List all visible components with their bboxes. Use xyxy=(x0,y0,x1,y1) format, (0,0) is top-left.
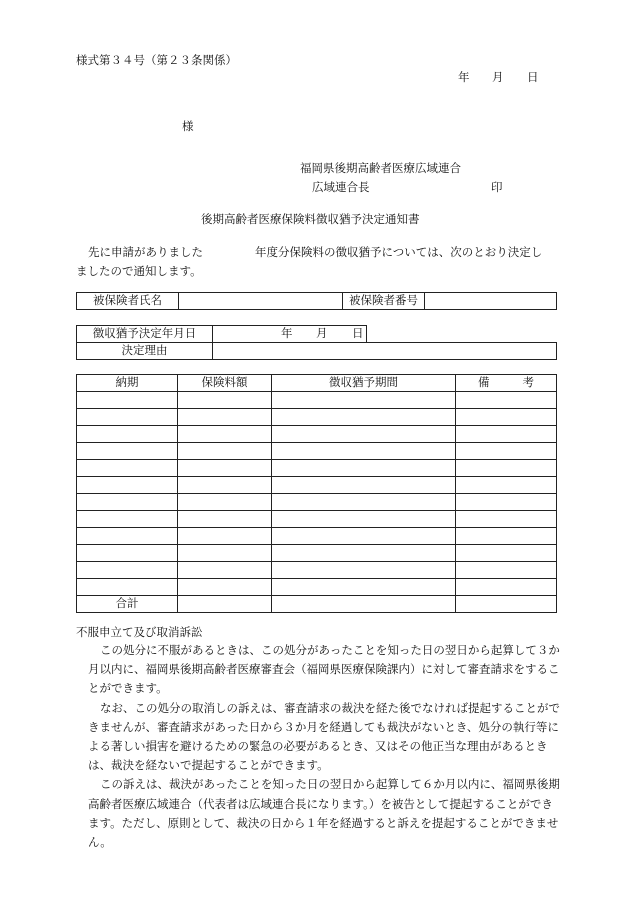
table-row xyxy=(77,477,557,494)
deferral-period-cell[interactable] xyxy=(272,562,456,579)
table-row xyxy=(77,409,557,426)
table-row xyxy=(77,562,557,579)
table-row xyxy=(77,426,557,443)
header-remarks-1: 備 xyxy=(478,375,490,390)
issuer-title: 広域連合長 xyxy=(312,180,370,194)
period-cell[interactable] xyxy=(77,443,178,460)
appeal-heading: 不服申立て及び取消訴訟 xyxy=(76,625,203,639)
insured-number-label: 被保険者番号 xyxy=(343,293,425,310)
addressee-suffix: 様 xyxy=(182,119,194,133)
remarks-cell[interactable] xyxy=(456,443,557,460)
insured-name-field[interactable] xyxy=(179,293,343,310)
period-cell[interactable] xyxy=(77,528,178,545)
remarks-cell[interactable] xyxy=(456,392,557,409)
insured-table xyxy=(76,292,557,310)
remarks-cell[interactable] xyxy=(456,409,557,426)
period-cell[interactable] xyxy=(77,392,178,409)
deferral-period-cell[interactable] xyxy=(272,477,456,494)
deferral-period-cell[interactable] xyxy=(272,443,456,460)
appeal-text xyxy=(88,641,564,852)
table-row xyxy=(77,494,557,511)
insured-number-field[interactable] xyxy=(425,293,557,310)
period-cell[interactable] xyxy=(77,562,178,579)
remarks-cell[interactable] xyxy=(456,545,557,562)
document-title: 後期高齢者医療保険料徴収猶予決定通知書 xyxy=(201,212,420,226)
date-month-label: 月 xyxy=(492,70,504,84)
period-cell[interactable] xyxy=(77,477,178,494)
header-deferral-period: 徴収猶予期間 xyxy=(272,375,456,392)
remarks-cell[interactable] xyxy=(456,460,557,477)
decision-reason-field[interactable] xyxy=(213,343,557,360)
amount-cell[interactable] xyxy=(178,494,272,511)
amount-cell[interactable] xyxy=(178,511,272,528)
decision-date-day: 日 xyxy=(352,326,364,340)
decision-date-month: 月 xyxy=(316,326,328,340)
deferral-period-cell[interactable] xyxy=(272,392,456,409)
deferral-period-cell[interactable] xyxy=(272,545,456,562)
period-cell[interactable] xyxy=(77,511,178,528)
amount-cell[interactable] xyxy=(178,562,272,579)
decision-table xyxy=(76,325,557,360)
header-remarks xyxy=(456,375,557,392)
period-cell[interactable] xyxy=(77,426,178,443)
period-cell[interactable] xyxy=(77,409,178,426)
amount-cell[interactable] xyxy=(178,426,272,443)
form-number: 様式第３４号（第２３条関係） xyxy=(76,53,237,67)
header-period: 納期 xyxy=(77,375,178,392)
deferral-period-cell[interactable] xyxy=(272,579,456,596)
remarks-cell[interactable] xyxy=(456,426,557,443)
remarks-cell[interactable] xyxy=(456,579,557,596)
remarks-cell[interactable] xyxy=(456,528,557,545)
intro-part1: 先に申請がありました xyxy=(88,245,203,259)
table-row xyxy=(77,443,557,460)
deferral-period-cell[interactable] xyxy=(272,409,456,426)
amount-cell[interactable] xyxy=(178,579,272,596)
decision-date-year: 年 xyxy=(281,326,293,340)
remarks-cell[interactable] xyxy=(456,511,557,528)
amount-cell[interactable] xyxy=(178,545,272,562)
amount-cell[interactable] xyxy=(178,409,272,426)
deferral-period-cell[interactable] xyxy=(272,426,456,443)
intro-part2: 年度分保険料の徴収猶予については、次のとおり決定し xyxy=(255,245,543,259)
period-cell[interactable] xyxy=(77,545,178,562)
deferral-period-cell[interactable] xyxy=(272,528,456,545)
date-day-label: 日 xyxy=(527,70,539,84)
decision-reason-label: 決定理由 xyxy=(77,343,213,360)
period-cell[interactable] xyxy=(77,494,178,511)
header-amount: 保険料額 xyxy=(178,375,272,392)
date-year-label: 年 xyxy=(458,70,470,84)
intro-part3: ましたので通知します。 xyxy=(76,264,202,278)
period-cell[interactable] xyxy=(77,460,178,477)
seal-mark: 印 xyxy=(491,180,503,194)
deferral-period-cell[interactable] xyxy=(272,511,456,528)
remarks-cell[interactable] xyxy=(456,494,557,511)
amount-cell[interactable] xyxy=(178,477,272,494)
amount-cell[interactable] xyxy=(178,392,272,409)
total-deferral-cell[interactable] xyxy=(272,596,456,613)
header-remarks-2: 考 xyxy=(522,375,534,390)
period-cell[interactable] xyxy=(77,579,178,596)
decision-date-label: 徴収猶予決定年月日 xyxy=(77,326,213,343)
deferral-period-cell[interactable] xyxy=(272,494,456,511)
schedule-total-row xyxy=(77,596,557,613)
total-remarks-cell[interactable] xyxy=(456,596,557,613)
table-row xyxy=(77,392,557,409)
schedule-table xyxy=(76,374,557,613)
total-label: 合計 xyxy=(77,596,178,613)
appeal-paragraph-1: この処分に不服があるときは、この処分があったことを知った日の翌日から起算して３か月以内に、福岡県後期高齢者医療審査会（福岡県医療保険課内）に対して審査請求をすることができます。 xyxy=(88,643,560,696)
table-row xyxy=(77,511,557,528)
table-row xyxy=(77,579,557,596)
decision-date-blank xyxy=(367,326,557,343)
remarks-cell[interactable] xyxy=(456,477,557,494)
decision-date-field[interactable] xyxy=(213,326,367,343)
insured-name-label: 被保険者氏名 xyxy=(77,293,179,310)
total-amount-cell[interactable] xyxy=(178,596,272,613)
issuer-organization: 福岡県後期高齢者医療広域連合 xyxy=(300,161,461,175)
deferral-period-cell[interactable] xyxy=(272,460,456,477)
appeal-paragraph-3: この訴えは、裁決があったことを知った日の翌日から起算して６か月以内に、福岡県後期高齢者医療広域連合（代表者は広域連合長になります。）を被告として提起することができます。ただし、原則として、裁決の日から１年を経過すると訴えを提起することができません。 xyxy=(88,777,560,850)
appeal-paragraph-2: なお、この処分の取消しの訴えは、審査請求の裁決を経た後でなければ提起することができませんが、審査請求があった日から３か月を経過しても裁決がないとき、処分の執行等による著しい損害を避けるための緊急の必要があるとき、又はその他正当な理由があるときは、裁決を経ないで提起することができます。 xyxy=(88,700,560,773)
schedule-header-row xyxy=(77,375,557,392)
amount-cell[interactable] xyxy=(178,460,272,477)
table-row xyxy=(77,460,557,477)
amount-cell[interactable] xyxy=(178,443,272,460)
table-row xyxy=(77,545,557,562)
remarks-cell[interactable] xyxy=(456,562,557,579)
table-row xyxy=(77,528,557,545)
amount-cell[interactable] xyxy=(178,528,272,545)
